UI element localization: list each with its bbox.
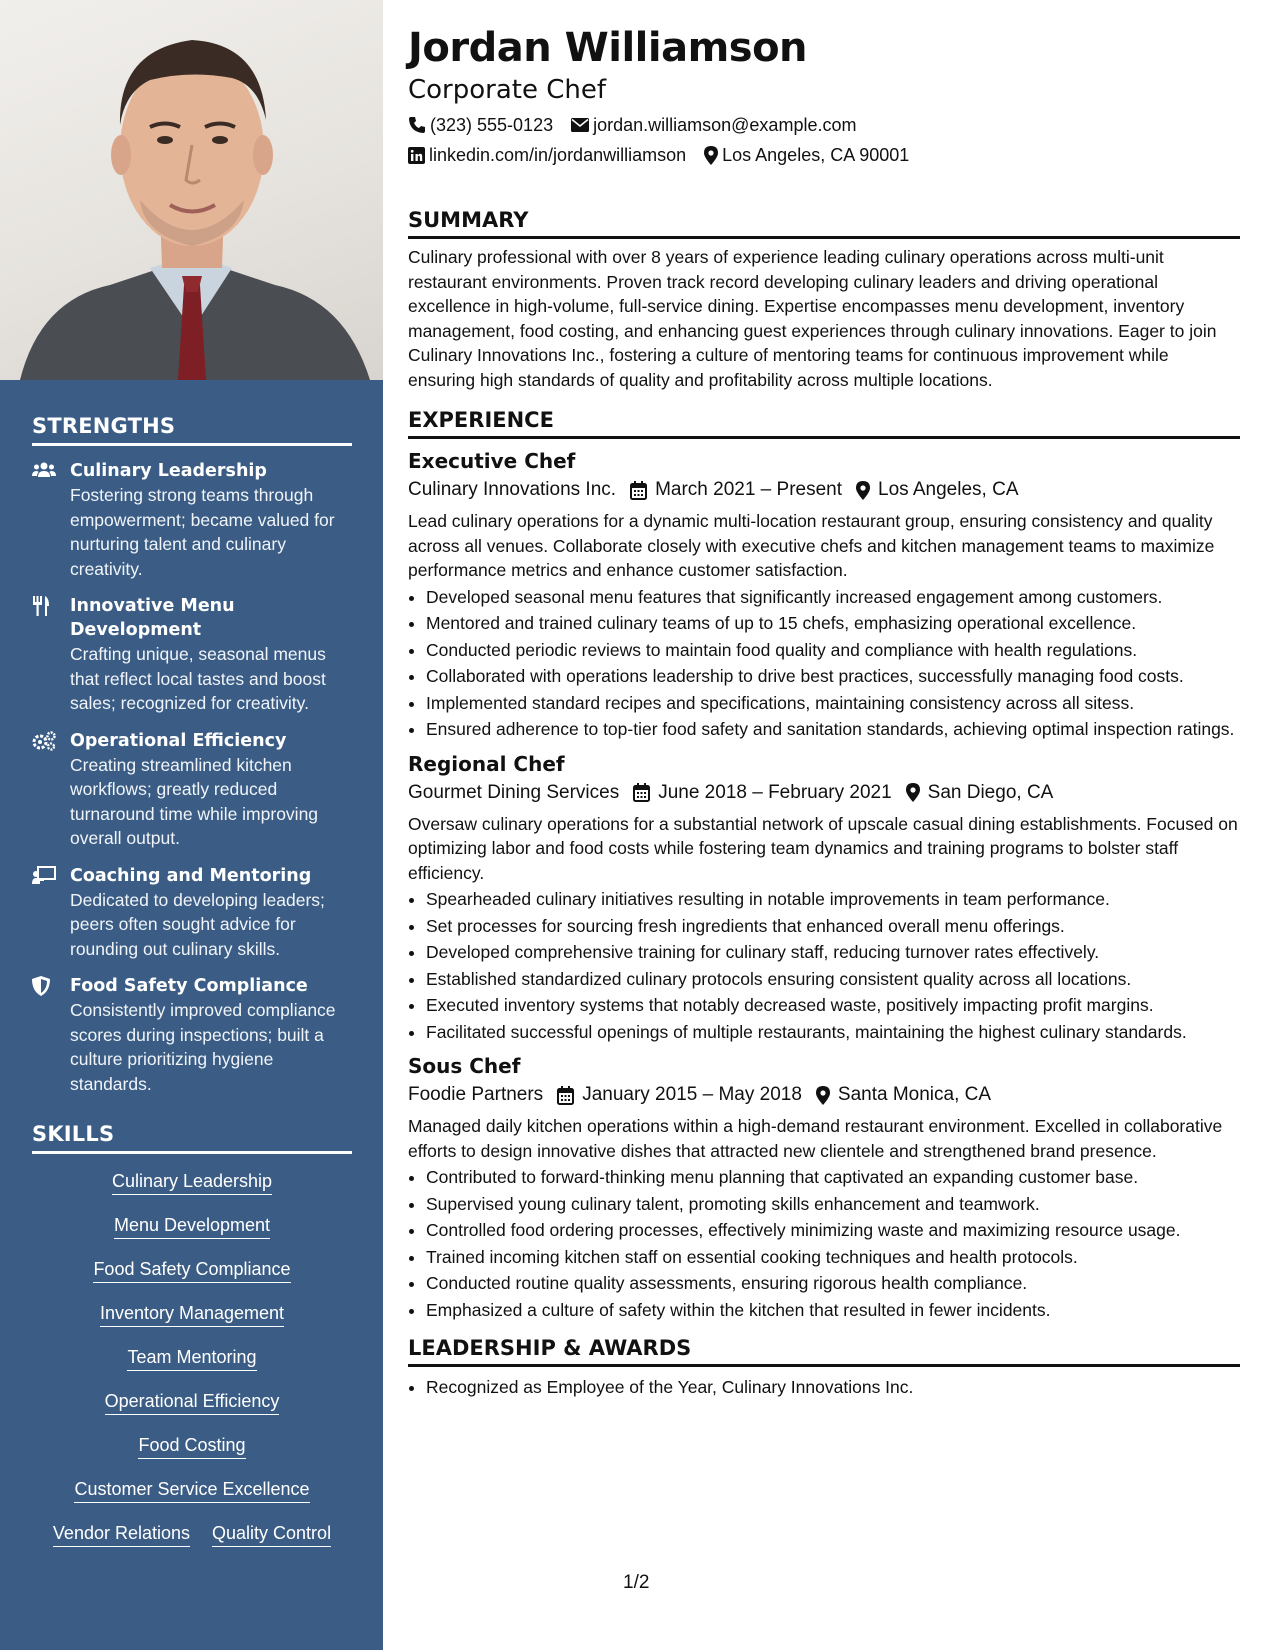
skill-tag: Vendor Relations bbox=[53, 1522, 190, 1547]
job-location bbox=[906, 780, 1054, 806]
sidebar bbox=[0, 0, 383, 1650]
job-title: Sous Chef bbox=[408, 1054, 521, 1078]
skill-tag: Inventory Management bbox=[100, 1302, 284, 1327]
calendar-icon bbox=[557, 1086, 574, 1105]
job-description: Managed daily kitchen operations within a high-demand restaurant environment. Excelled in collaborative efforts to design innovative dishes that attracted new clientele and strengthened brand presence. bbox=[408, 1116, 1223, 1161]
dates-text: June 2018 – February 2021 bbox=[658, 781, 892, 803]
strength-title: Food Safety Compliance bbox=[70, 976, 308, 996]
job-bullets bbox=[408, 887, 1240, 1044]
map-marker-icon bbox=[816, 1086, 830, 1105]
email-contact[interactable] bbox=[571, 114, 856, 136]
list-item: • Trained incoming kitchen staff on essential cooking techniques and health protocols. bbox=[426, 1245, 1240, 1270]
strength-item bbox=[32, 594, 352, 716]
strength-title: Innovative Menu Development bbox=[70, 596, 235, 640]
strength-desc: Creating streamlined kitchen workflows; greatly reduced turnaround time while improving overall output. bbox=[70, 754, 319, 848]
strengths-heading: STRENGTHS bbox=[32, 414, 352, 446]
leadership-list bbox=[408, 1375, 1240, 1400]
page-number: 1/2 bbox=[623, 1572, 650, 1593]
list-item: • Spearheaded culinary initiatives resulting in notable improvements in team performance. bbox=[426, 887, 1240, 912]
list-item: • Emphasized a culture of safety within the kitchen that resulted in fewer incidents. bbox=[426, 1298, 1240, 1323]
location-text: Los Angeles, CA bbox=[878, 479, 1019, 500]
strength-item bbox=[32, 459, 352, 581]
strength-desc: Crafting unique, seasonal menus that reflect local tastes and boost sales; recognized for creativity. bbox=[70, 644, 326, 713]
skill-tag: Food Costing bbox=[138, 1434, 245, 1459]
location-text: San Diego, CA bbox=[927, 781, 1054, 803]
skill-tag: Operational Efficiency bbox=[105, 1390, 280, 1415]
company-name: Foodie Partners bbox=[408, 1084, 544, 1105]
skill-tag: Food Safety Compliance bbox=[93, 1258, 290, 1283]
list-item: • Implemented standard recipes and specifications, maintaining consistency across all sitess. bbox=[426, 691, 1240, 716]
skills-heading: SKILLS bbox=[32, 1122, 352, 1154]
phone-contact[interactable] bbox=[408, 114, 553, 136]
location-contact bbox=[704, 144, 909, 166]
summary-heading: SUMMARY bbox=[408, 208, 1240, 239]
job-entry bbox=[408, 751, 1240, 1045]
skill-tag: Culinary Leadership bbox=[112, 1170, 272, 1195]
list-item: • Set processes for sourcing fresh ingredients that enhanced overall menu offerings. bbox=[426, 914, 1240, 939]
strength-item bbox=[32, 864, 352, 962]
utensils-icon bbox=[32, 594, 70, 716]
list-item: • Supervised young culinary talent, promoting skills enhancement and teamwork. bbox=[426, 1192, 1240, 1217]
skills-list bbox=[32, 1170, 352, 1566]
job-meta bbox=[408, 780, 1240, 806]
strength-item bbox=[32, 729, 352, 851]
job-title: Executive Chef bbox=[408, 449, 576, 473]
job-description: Lead culinary operations for a dynamic multi-location restaurant group, ensuring consistency and quality across all venues. Collaborate closely with executive chefs and kitchen management teams to maximize performance metrics and enhance customer satisfaction. bbox=[408, 511, 1215, 580]
linkedin-text: linkedin.com/in/jordanwilliamson bbox=[429, 145, 687, 165]
company-name: Culinary Innovations Inc. bbox=[408, 479, 617, 500]
skill-tag: Customer Service Excellence bbox=[74, 1478, 309, 1503]
calendar-icon bbox=[633, 783, 650, 802]
phone-text: (323) 555-0123 bbox=[430, 115, 554, 135]
job-title: Regional Chef bbox=[408, 751, 565, 776]
job-meta bbox=[408, 1082, 1240, 1108]
calendar-icon bbox=[630, 481, 647, 500]
dates-text: March 2021 – Present bbox=[655, 479, 843, 500]
location-text: Santa Monica, CA bbox=[837, 1084, 992, 1105]
map-marker-icon bbox=[856, 481, 870, 500]
list-item: • Facilitated successful openings of multiple restaurants, maintaining the highest culinary standards. bbox=[426, 1020, 1240, 1045]
shield-icon bbox=[32, 974, 70, 1096]
job-description: Oversaw culinary operations for a substantial network of upscale casual dining establishments. Focused on optimizing labor and food costs while fostering team dynamics and training programs to bolster staff efficiency. bbox=[408, 813, 1238, 883]
company-name: Gourmet Dining Services bbox=[408, 781, 620, 803]
email-text: jordan.williamson@example.com bbox=[593, 115, 857, 135]
contact-row bbox=[408, 114, 1240, 136]
job-dates bbox=[630, 477, 842, 503]
job-bullets bbox=[408, 585, 1240, 742]
strength-title: Operational Efficiency bbox=[70, 730, 287, 751]
list-item: • Mentored and trained culinary teams of up to 15 chefs, emphasizing operational excellence. bbox=[426, 611, 1240, 636]
list-item: • Contributed to forward-thinking menu planning that captivated an expanding customer base. bbox=[426, 1165, 1240, 1190]
experience-heading: EXPERIENCE bbox=[408, 408, 1240, 439]
linkedin-icon bbox=[408, 147, 425, 164]
list-item: • Conducted routine quality assessments, ensuring rigorous health compliance. bbox=[426, 1271, 1240, 1296]
job-dates bbox=[633, 780, 891, 806]
job-entry bbox=[408, 448, 1240, 742]
list-item: • Developed seasonal menu features that significantly increased engagement among customers. bbox=[426, 585, 1240, 610]
job-meta bbox=[408, 477, 1240, 503]
dates-text: January 2015 – May 2018 bbox=[582, 1084, 802, 1105]
linkedin-contact[interactable] bbox=[408, 144, 686, 166]
skill-tag: Quality Control bbox=[212, 1522, 331, 1547]
contact-row bbox=[408, 144, 1240, 166]
list-item: • Executed inventory systems that notably decreased waste, positively impacting profit margins. bbox=[426, 993, 1240, 1018]
profile-photo bbox=[0, 0, 383, 380]
strength-desc: Consistently improved compliance scores during inspections; built a culture prioritizing hygiene standards. bbox=[70, 1000, 336, 1094]
list-item: • Controlled food ordering processes, effectively minimizing waste and maximizing resource usage. bbox=[426, 1218, 1240, 1243]
skill-tag: Team Mentoring bbox=[127, 1346, 256, 1371]
strength-desc: Dedicated to developing leaders; peers often sought advice for rounding out culinary skills. bbox=[70, 889, 325, 959]
job-entry bbox=[408, 1053, 1240, 1322]
list-item: • Recognized as Employee of the Year, Culinary Innovations Inc. bbox=[426, 1375, 1240, 1400]
job-role: Corporate Chef bbox=[408, 75, 607, 105]
job-bullets bbox=[408, 1165, 1240, 1322]
users-icon bbox=[32, 459, 70, 581]
job-location bbox=[856, 477, 1018, 503]
list-item: • Established standardized culinary protocols ensuring consistent quality across all locations. bbox=[426, 967, 1240, 992]
map-marker-icon bbox=[906, 783, 920, 802]
job-dates bbox=[557, 1082, 802, 1108]
list-item: • Conducted periodic reviews to maintain food quality and compliance with health regulations. bbox=[426, 638, 1240, 663]
gears-icon bbox=[32, 729, 70, 851]
location-text: Los Angeles, CA 90001 bbox=[722, 145, 910, 165]
strength-desc: Fostering strong teams through empowerment; became valued for nurturing talent and culinary creativity. bbox=[70, 485, 335, 579]
job-location bbox=[816, 1082, 991, 1108]
chalkboard-teacher-icon bbox=[32, 864, 70, 962]
list-item: • Developed comprehensive training for culinary staff, reducing turnover rates effectively. bbox=[426, 940, 1240, 965]
summary-text: Culinary professional with over 8 years of experience leading culinary operations across multi-unit restaurant environments. Proven track record developing culinary leaders and driving operational excellence in high-volume, full-service dining. Expertise encompasses menu development, inventory management, food costing, and enhancing guest experiences through culinary innovations. Eager to join Culinary Innovations Inc., fostering a culture of mentoring teams for continuous improvement while ensuring high standards of quality and profitability across multiple locations. bbox=[408, 247, 1217, 390]
main-content bbox=[408, 0, 1240, 1400]
skill-tag: Menu Development bbox=[114, 1214, 270, 1239]
person-name: Jordan Williamson bbox=[408, 25, 808, 71]
strength-item bbox=[32, 974, 352, 1096]
strength-title: Culinary Leadership bbox=[70, 461, 267, 481]
list-item: • Ensured adherence to top-tier food safety and sanitation standards, achieving optimal inspection ratings. bbox=[426, 717, 1240, 742]
envelope-icon bbox=[571, 118, 589, 132]
leadership-heading: LEADERSHIP & AWARDS bbox=[408, 1336, 1240, 1367]
list-item: • Collaborated with operations leadership to drive best practices, successfully managing food costs. bbox=[426, 664, 1240, 689]
strength-title: Coaching and Mentoring bbox=[70, 865, 312, 886]
phone-icon bbox=[408, 116, 426, 134]
map-marker-icon bbox=[704, 146, 718, 165]
